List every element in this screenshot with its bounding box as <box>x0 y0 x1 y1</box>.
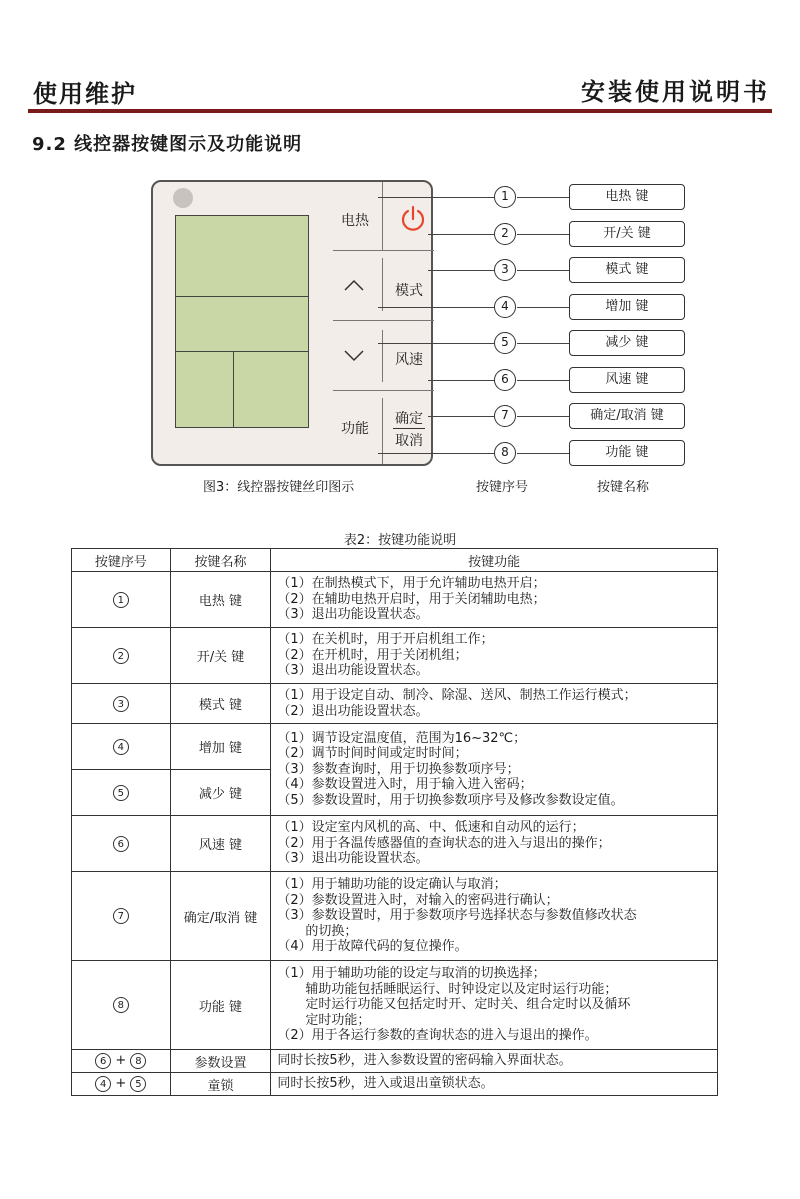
header-rule <box>28 109 772 113</box>
table-row <box>72 684 718 724</box>
divider <box>382 330 383 382</box>
table-row <box>72 872 718 961</box>
key-name: 参数设置 <box>170 1050 271 1073</box>
key-name-box: 增加 键 <box>569 294 685 320</box>
section-title: 9.2 线控器按键图示及功能说明 <box>32 134 303 155</box>
key-number: 4 <box>113 739 129 755</box>
callout-number: 3 <box>494 259 516 281</box>
callout-number: 6 <box>494 369 516 391</box>
divider <box>333 320 434 321</box>
key-function-shared: （1）调节设定温度值，范围为16~32℃； （2）调节时间时间或定时时间； （3）参数查询时，用于切换参数项序号； （4）参数设置进入时，用于输入进入密码； （5）参数设置时，用于切换参数项序号及修改参数设定值。 <box>271 724 718 816</box>
divider <box>382 258 383 311</box>
table-row <box>72 961 718 1050</box>
key-function: 同时长按5秒，进入或退出童锁状态。 <box>271 1073 718 1096</box>
callout-number: 5 <box>494 332 516 354</box>
wind-key-label: 风速 <box>395 352 423 368</box>
confirm-key-label: 确定 <box>395 411 423 427</box>
header-right-title: 安装使用说明书 <box>581 78 770 106</box>
up-arrow-icon <box>343 279 365 291</box>
key-function: （1）在制热模式下，用于允许辅助电热开启； （2）在辅助电热开启时，用于关闭辅助电热； （3）退出功能设置状态。 <box>271 572 718 628</box>
table-row <box>72 1073 718 1096</box>
key-number: 2 <box>113 648 129 664</box>
header-cell: 按键功能 <box>271 549 718 572</box>
power-icon <box>400 205 426 233</box>
mode-key-label: 模式 <box>395 283 423 299</box>
key-name: 减少 键 <box>170 770 271 816</box>
key-name: 风速 键 <box>170 816 271 872</box>
key-function: （1）设定室内风机的高、中、低速和自动风的运行； （2）用于各温传感器值的查询状态的进入与退出的操作； （3）退出功能设置状态。 <box>271 816 718 872</box>
table-row <box>72 816 718 872</box>
key-name: 开/关 键 <box>170 628 271 684</box>
callout-number: 8 <box>494 442 516 464</box>
key-name: 童锁 <box>170 1073 271 1096</box>
table-row <box>72 628 718 684</box>
key-name: 确定/取消 键 <box>170 872 271 961</box>
key-function: （1）用于辅助功能的设定确认与取消； （2）参数设置进入时，对输入的密码进行确认； （3）参数设置时，用于参数项序号选择状态与参数值修改状态 的切换； （4）用于故障代码的复位操作。 <box>271 872 718 961</box>
column-caption-number: 按键序号 <box>476 480 529 495</box>
heat-key-label: 电热 <box>341 213 369 229</box>
key-number: 5 <box>113 785 129 801</box>
callout-number: 2 <box>494 223 516 245</box>
key-name: 增加 键 <box>170 724 271 770</box>
figure-caption: 图3：线控器按键丝印图示 <box>203 480 355 495</box>
key-name-box: 减少 键 <box>569 330 685 356</box>
down-arrow-icon <box>343 350 365 362</box>
key-name-box: 确定/取消 键 <box>569 403 685 429</box>
header-cell: 按键名称 <box>170 549 271 572</box>
key-name-box: 电热 键 <box>569 184 685 210</box>
table-row <box>72 724 718 770</box>
key-function: （1）用于设定自动、制冷、除湿、送风、制热工作运行模式； （2）退出功能设置状态。 <box>271 684 718 724</box>
divider <box>382 398 383 464</box>
key-function: （1）在关机时，用于开启机组工作； （2）在开机时，用于关闭机组； （3）退出功能设置状态。 <box>271 628 718 684</box>
key-number: 6 <box>113 836 129 852</box>
divider <box>333 390 434 391</box>
table-row <box>72 1050 718 1073</box>
key-number: 8 <box>113 997 129 1013</box>
key-name: 电热 键 <box>170 572 271 628</box>
key-name-box: 风速 键 <box>569 367 685 393</box>
func-key-label: 功能 <box>341 421 369 437</box>
key-number: 3 <box>113 696 129 712</box>
divider <box>333 250 434 251</box>
key-number: 1 <box>113 592 129 608</box>
key-combo: 6 + 8 <box>72 1050 171 1073</box>
key-name-box: 功能 键 <box>569 440 685 466</box>
header-cell: 按键序号 <box>72 549 171 572</box>
callout-number: 4 <box>494 296 516 318</box>
key-function: （1）用于辅助功能的设定与取消的切换选择； 辅助功能包括睡眠运行、时钟设定以及定时运行功能； 定时运行功能又包括定时开、定时关、组合定时以及循环 定时功能； （2）用于各运行参数的查询状态的进入与退出的操作。 <box>271 961 718 1050</box>
key-function-table <box>71 548 718 1096</box>
indicator-dot <box>173 188 193 208</box>
callout-number: 1 <box>494 186 516 208</box>
column-caption-name: 按键名称 <box>597 480 650 495</box>
divider <box>382 182 383 250</box>
key-name-box: 模式 键 <box>569 257 685 283</box>
table-title: 表2：按键功能说明 <box>343 533 457 548</box>
lcd-screen <box>175 215 309 428</box>
key-name-box: 开/关 键 <box>569 221 685 247</box>
cancel-key-label: 取消 <box>395 433 423 449</box>
wired-controller-diagram <box>151 180 433 466</box>
key-number: 7 <box>113 908 129 924</box>
table-row <box>72 572 718 628</box>
key-name: 模式 键 <box>170 684 271 724</box>
key-combo: 4 + 5 <box>72 1073 171 1096</box>
callout-number: 7 <box>494 405 516 427</box>
table-header-row <box>72 549 718 572</box>
key-name: 功能 键 <box>170 961 271 1050</box>
header-left-title: 使用维护 <box>33 80 137 108</box>
key-function: 同时长按5秒，进入参数设置的密码输入界面状态。 <box>271 1050 718 1073</box>
